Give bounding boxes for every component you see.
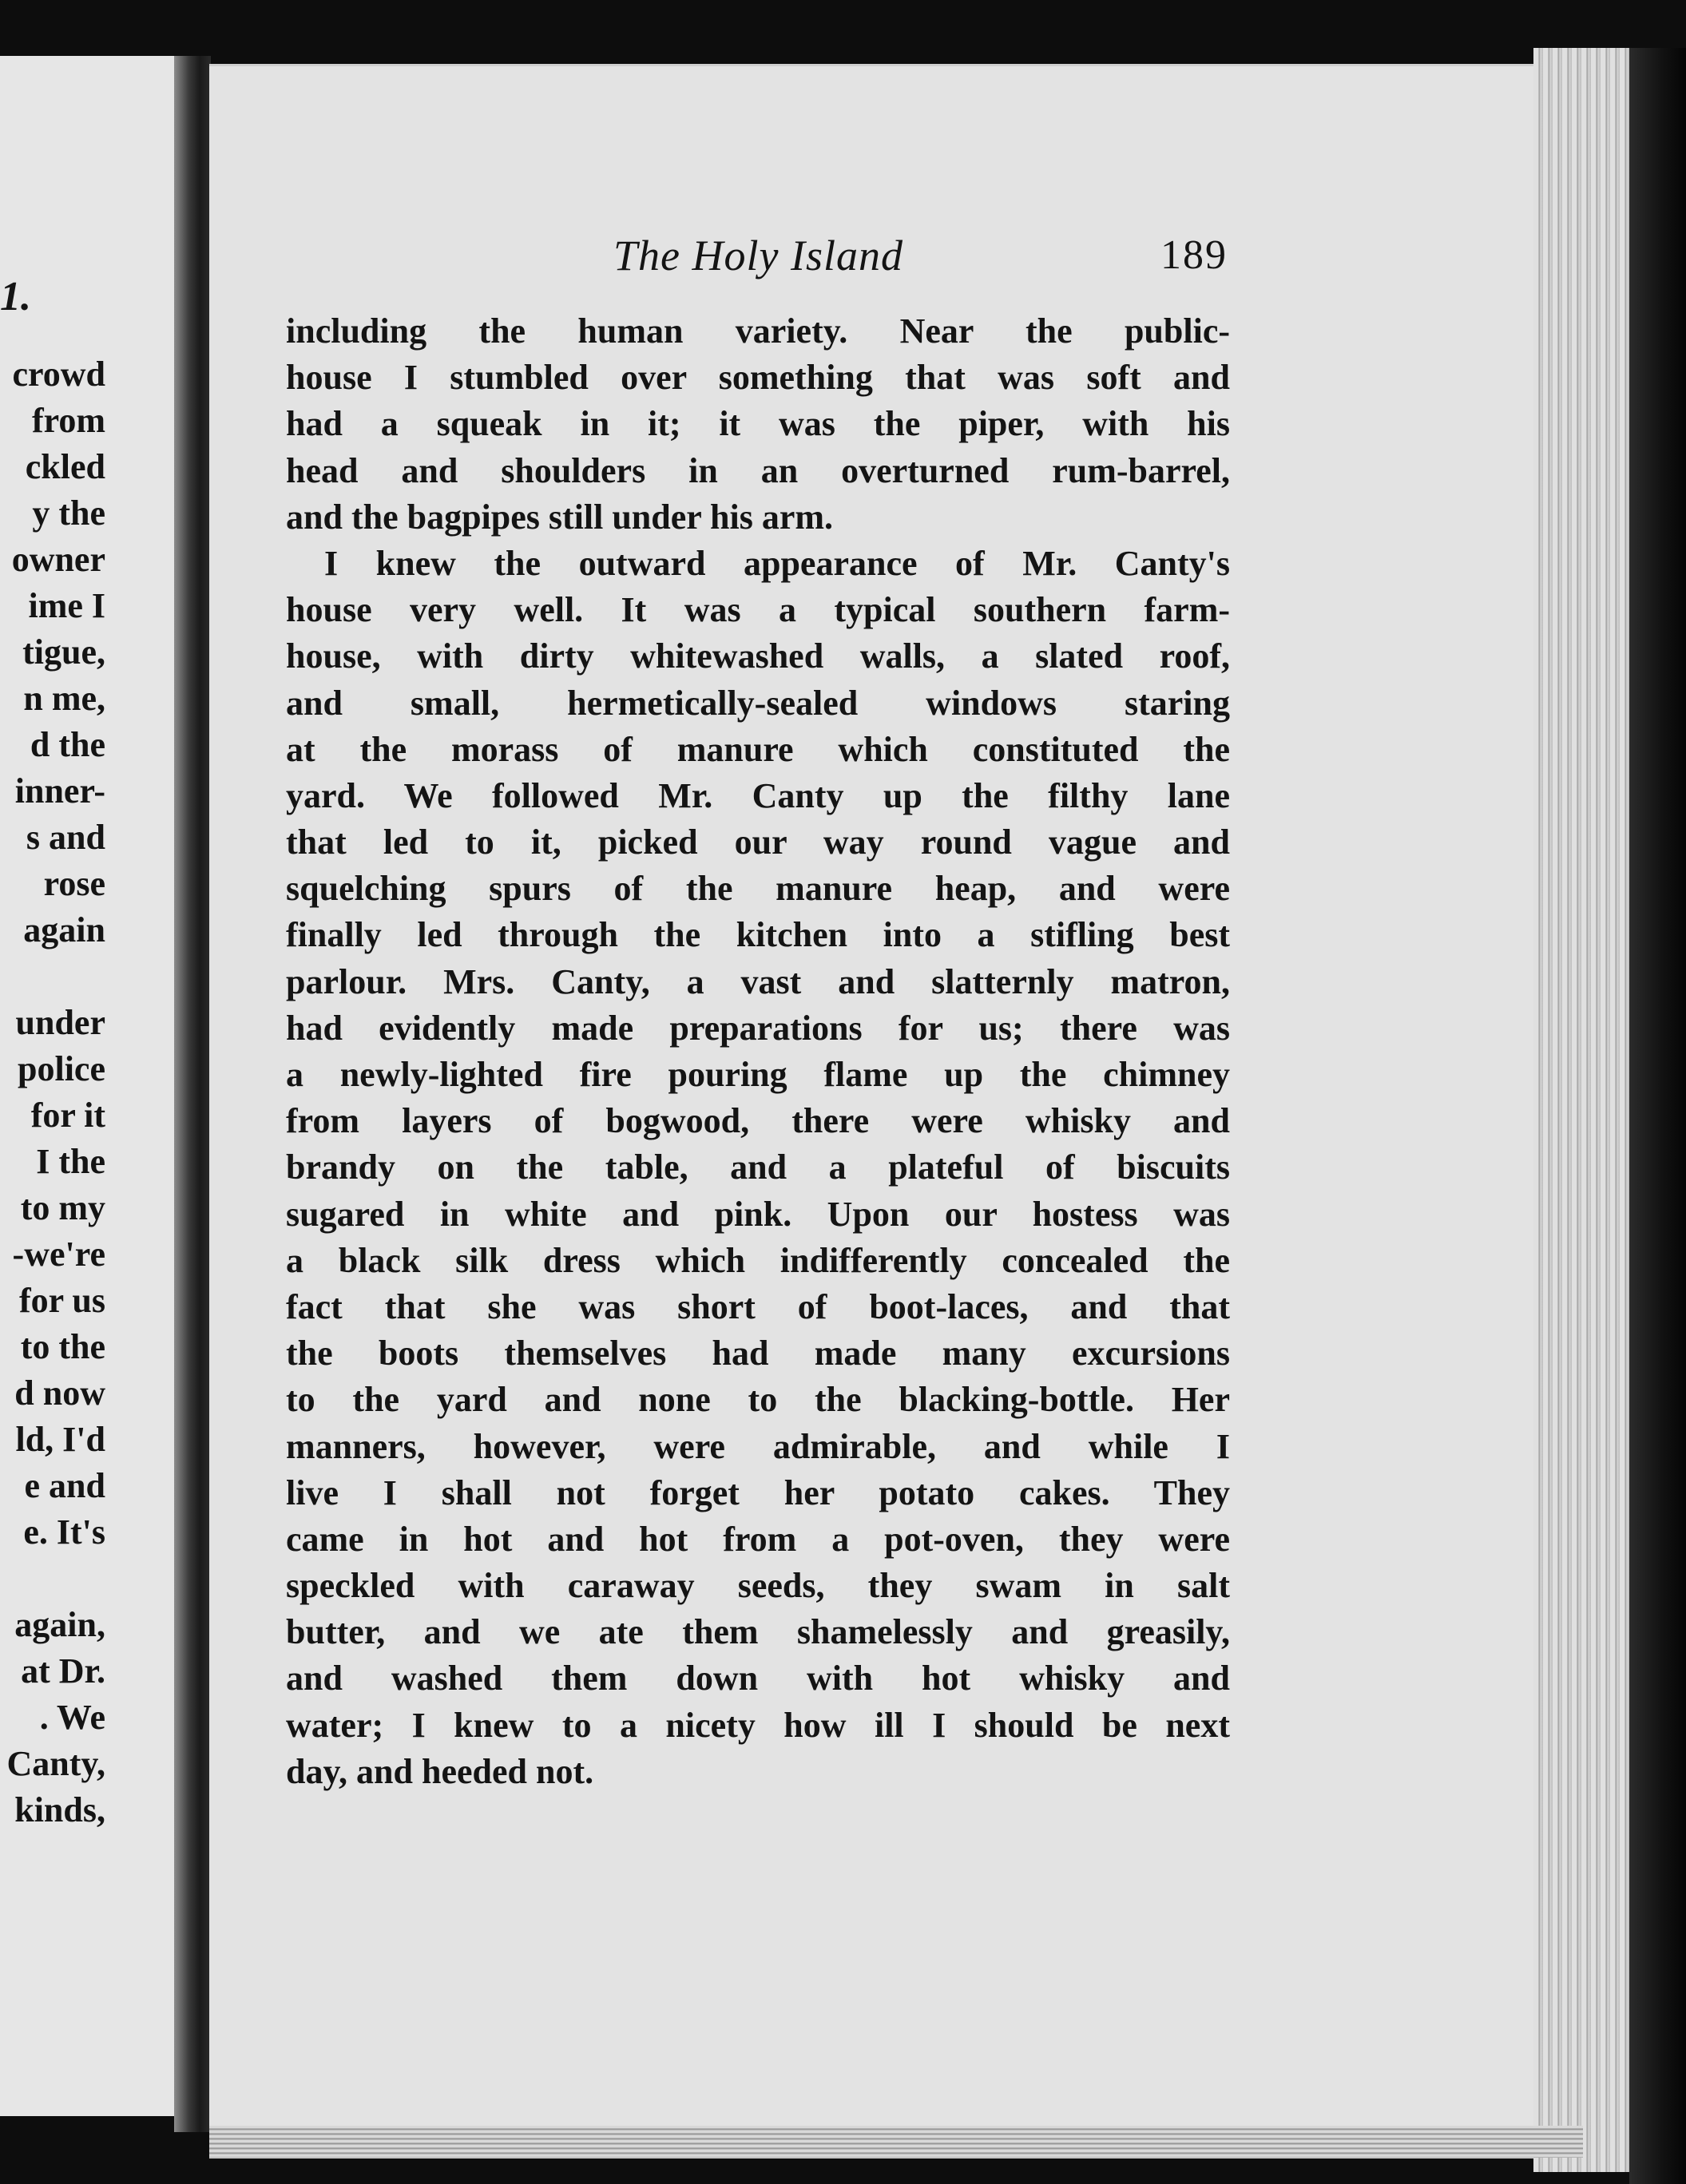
text-line: manners, however, were admirable, and while I xyxy=(286,1426,1230,1466)
page-number: 189 xyxy=(1160,232,1228,278)
page-edges xyxy=(1533,48,1629,2172)
previous-page-line: for us xyxy=(19,1281,105,1320)
previous-page-line: d now xyxy=(14,1373,105,1413)
previous-page-line: ckled xyxy=(25,447,105,486)
text-line: that led to it, picked our way round vague and xyxy=(286,822,1230,862)
text-line: parlour. Mrs. Canty, a vast and slatternly matron, xyxy=(286,961,1230,1001)
text-line: live I shall not forget her potato cakes. They xyxy=(286,1473,1230,1512)
text-line: and small, hermetically-sealed windows staring xyxy=(286,683,1230,723)
text-line: including the human variety. Near the public- xyxy=(286,311,1230,351)
text-line: day, and heeded not. xyxy=(286,1751,594,1791)
previous-page-line: from xyxy=(31,401,105,440)
text-line: I knew the outward appearance of Mr. Canty's xyxy=(324,543,1230,583)
text-line: and the bagpipes still under his arm. xyxy=(286,497,834,537)
text-line: butter, and we ate them shamelessly and greasily, xyxy=(286,1612,1230,1652)
previous-page-line: owner xyxy=(11,540,105,579)
text-line: from layers of bogwood, there were whisky and xyxy=(286,1101,1230,1141)
running-title: The Holy Island xyxy=(613,232,903,279)
previous-page-line: ime I xyxy=(28,586,105,625)
previous-page-line: . We xyxy=(39,1698,105,1737)
previous-page-line xyxy=(0,1556,105,1602)
text-line: had evidently made preparations for us; there was xyxy=(286,1008,1230,1048)
text-line: house, with dirty whitewashed walls, a slated roof, xyxy=(286,636,1230,676)
previous-page-line: y the xyxy=(32,493,105,533)
page-bottom-edges xyxy=(209,2126,1583,2158)
text-line: brandy on the table, and a plateful of biscuits xyxy=(286,1147,1230,1187)
previous-page-line: -we're xyxy=(12,1235,105,1274)
previous-page-line: kinds, xyxy=(14,1790,105,1829)
body-text xyxy=(286,308,1230,1795)
previous-page-text-fragments xyxy=(0,351,105,1833)
previous-page-fragment xyxy=(0,56,182,2116)
previous-page-line: Canty, xyxy=(6,1744,105,1783)
book-cover-edge xyxy=(1629,48,1686,2184)
running-header xyxy=(289,225,1228,286)
previous-page-line: again, xyxy=(14,1605,105,1644)
text-line: to the yard and none to the blacking-bottle. Her xyxy=(286,1380,1230,1420)
text-line: had a squeak in it; it was the piper, with his xyxy=(286,404,1230,444)
text-line: house I stumbled over something that was soft and xyxy=(286,358,1230,398)
text-line: at the morass of manure which constituted the xyxy=(286,729,1230,769)
text-line: and washed them down with hot whisky and xyxy=(286,1659,1230,1698)
previous-page-line: to my xyxy=(20,1188,105,1227)
previous-page-line: e. It's xyxy=(23,1512,105,1552)
previous-page-line: s and xyxy=(26,818,105,857)
previous-page-line: crowd xyxy=(12,355,105,394)
text-line: sugared in white and pink. Upon our hostess was xyxy=(286,1194,1230,1234)
previous-page-line: d the xyxy=(30,725,105,764)
previous-page-line: ld, I'd xyxy=(15,1420,105,1459)
previous-page-line: to the xyxy=(20,1327,105,1366)
previous-page-line: tigue, xyxy=(22,632,105,672)
previous-page-line xyxy=(0,953,105,1000)
text-line: squelching spurs of the manure heap, and were xyxy=(286,869,1230,909)
book-gutter xyxy=(174,56,211,2132)
previous-page-line: police xyxy=(18,1049,105,1088)
previous-page-line: at Dr. xyxy=(21,1651,105,1691)
text-line: speckled with caraway seeds, they swam in salt xyxy=(286,1566,1230,1606)
previous-page-line: for it xyxy=(30,1096,105,1135)
previous-page-line: n me, xyxy=(23,679,105,718)
previous-page-line: under xyxy=(15,1003,105,1042)
text-line: a newly-lighted fire pouring flame up the chimney xyxy=(286,1055,1230,1094)
previous-page-header-fragment: 1. xyxy=(0,274,31,319)
text-line: head and shoulders in an overturned rum-barrel, xyxy=(286,450,1230,490)
text-line: a black silk dress which indifferently concealed the xyxy=(286,1240,1230,1280)
previous-page-line: e and xyxy=(24,1466,105,1505)
previous-page-line: again xyxy=(23,910,105,949)
text-line: finally led through the kitchen into a stifling best xyxy=(286,915,1230,955)
previous-page-line: inner- xyxy=(14,771,105,811)
text-line: fact that she was short of boot-laces, and that xyxy=(286,1286,1230,1326)
text-line: water; I knew to a nicety how ill I should be next xyxy=(286,1705,1230,1745)
previous-page-line: rose xyxy=(43,864,105,903)
previous-page-line: I the xyxy=(36,1142,105,1181)
text-line: came in hot and hot from a pot-oven, they were xyxy=(286,1519,1230,1559)
text-line: yard. We followed Mr. Canty up the filthy lane xyxy=(286,775,1230,815)
text-line: the boots themselves had made many excursions xyxy=(286,1334,1230,1373)
text-line: house very well. It was a typical southern farm- xyxy=(286,590,1230,630)
